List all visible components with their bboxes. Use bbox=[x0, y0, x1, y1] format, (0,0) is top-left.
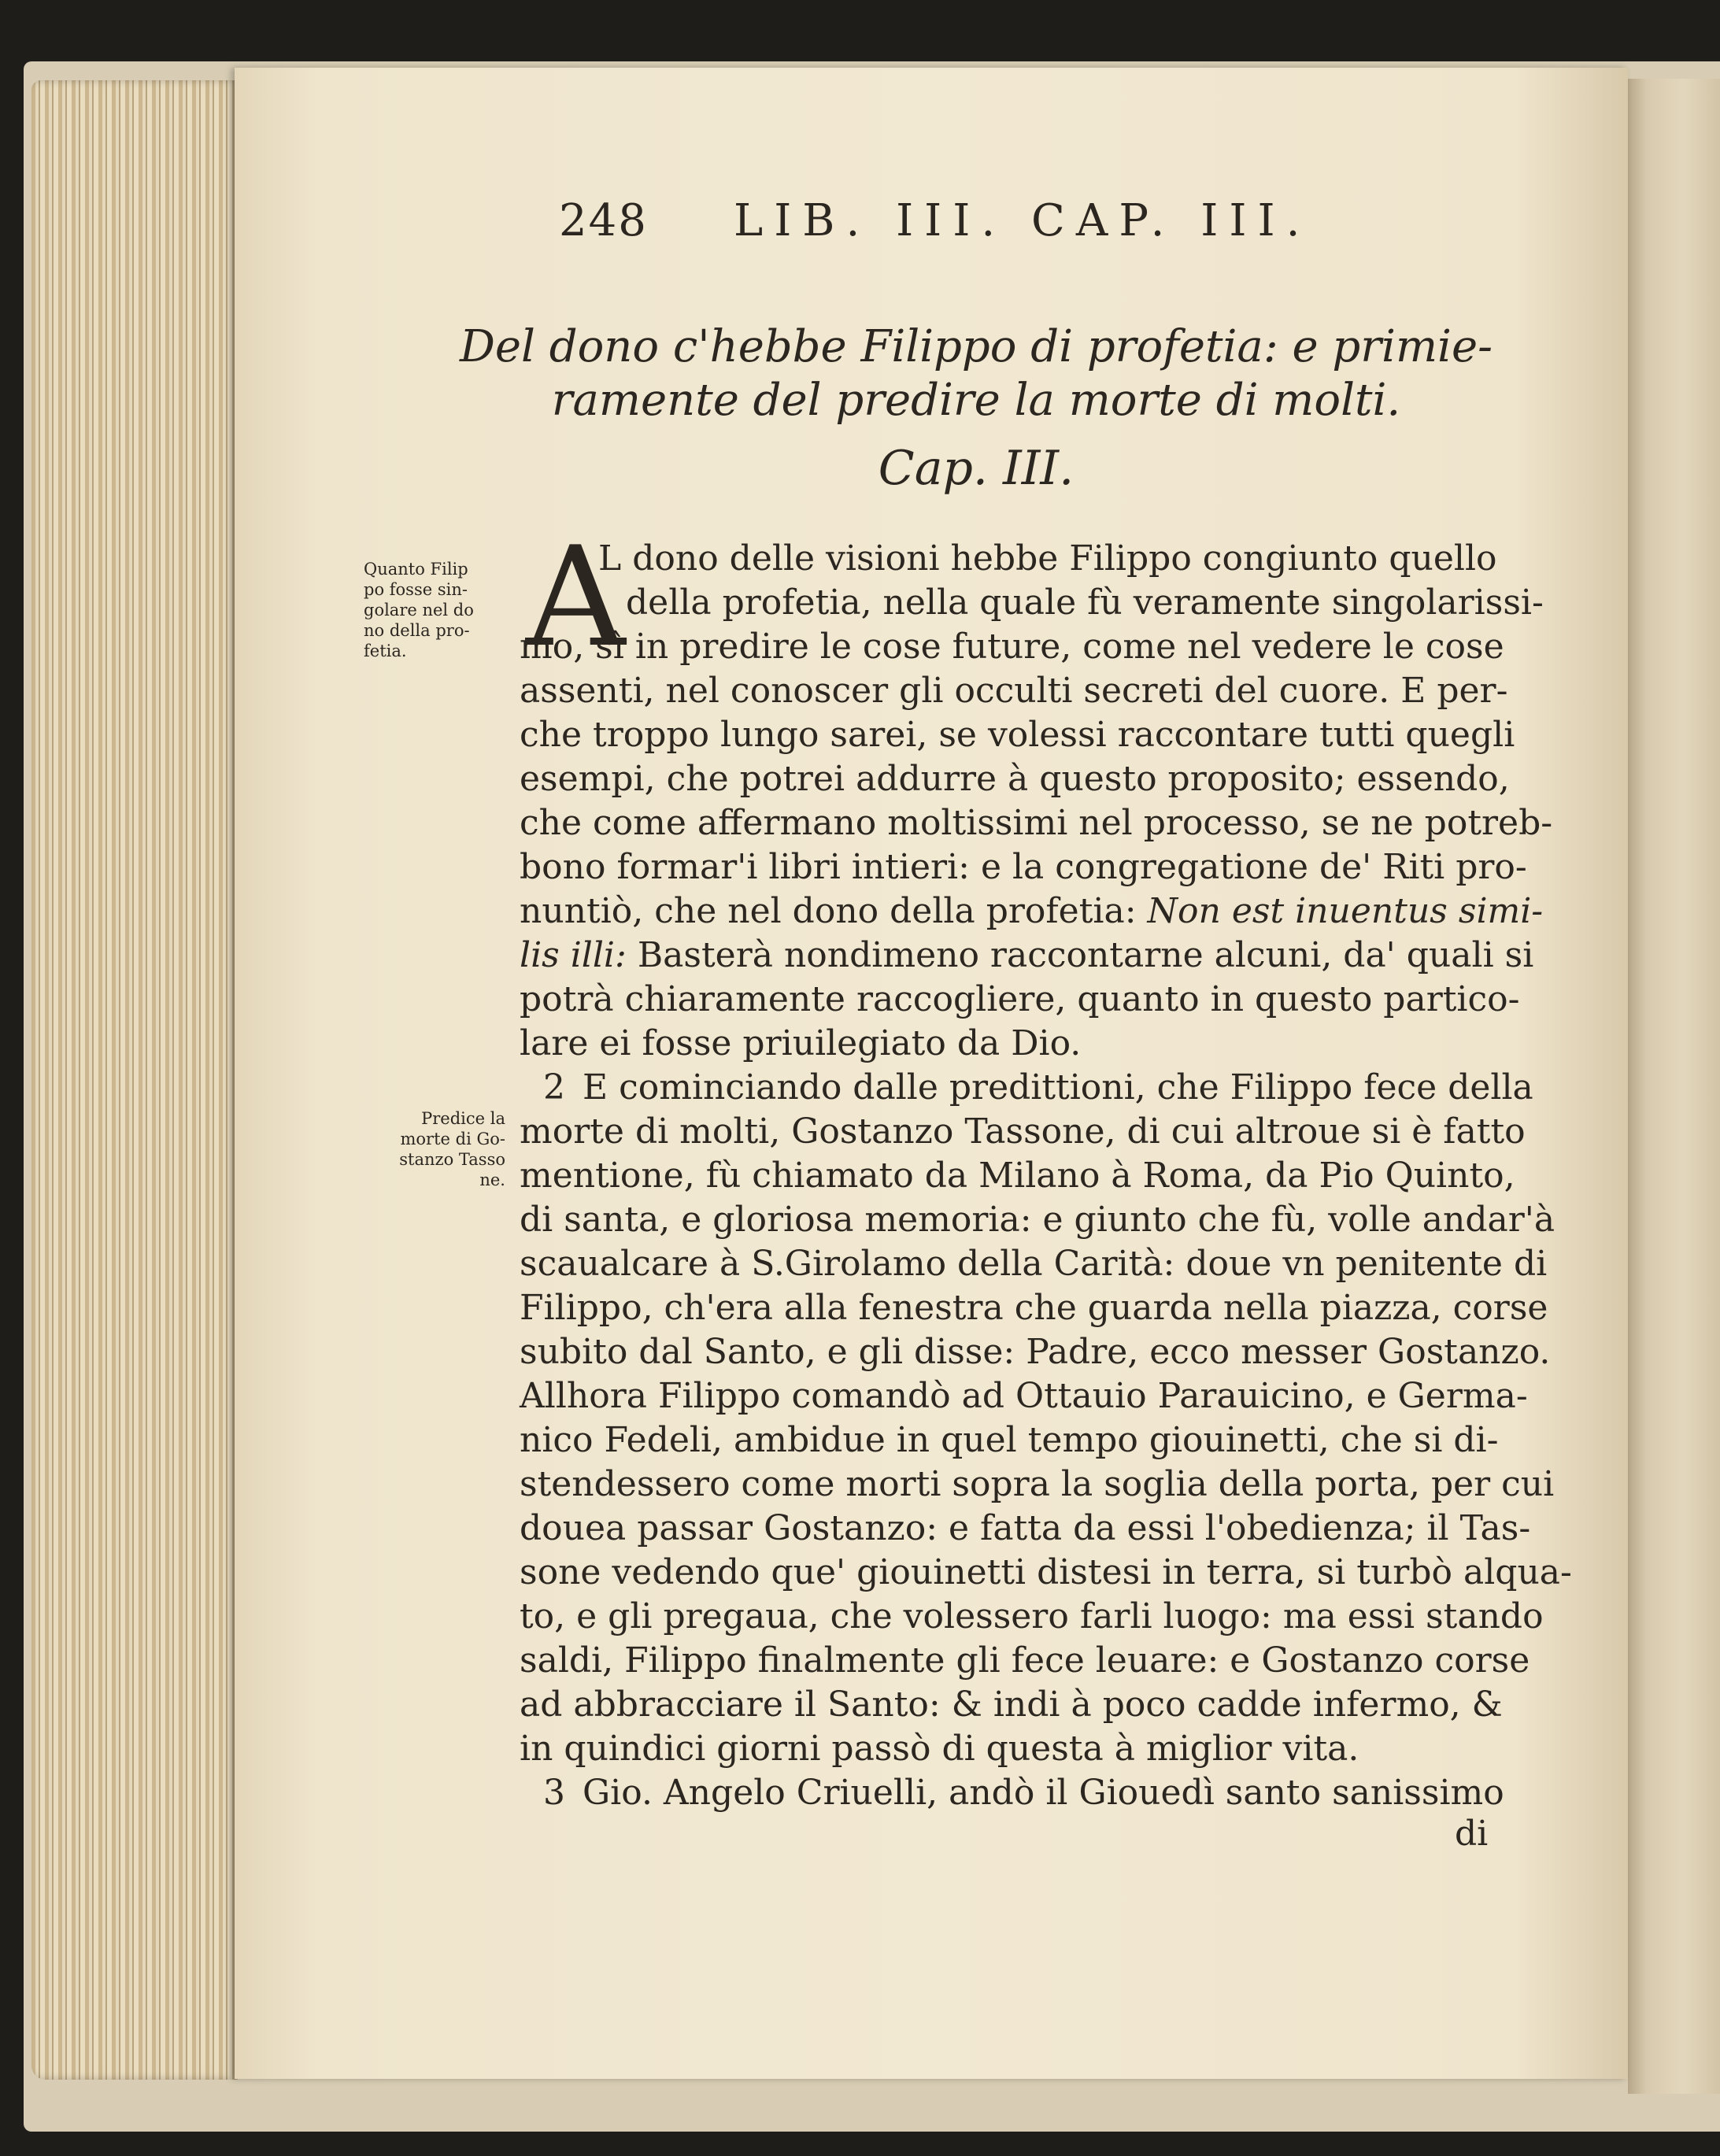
body-line: esempi, che potrei addurre à questo proposito; essendo, bbox=[520, 759, 1510, 799]
paragraph-number: 2 bbox=[543, 1067, 565, 1108]
body-line: potrà chiaramente raccogliere, quanto in questo partico- bbox=[520, 979, 1520, 1019]
page-number: 248 bbox=[559, 195, 648, 246]
body-line: che troppo lungo sarei, se volessi raccontare tutti quegli bbox=[520, 715, 1515, 755]
body-line: di santa, e gloriosa memoria: e giunto che fù, volle andar'à bbox=[520, 1200, 1555, 1240]
body-line: Gio. Angelo Criuelli, andò il Giouedì santo sanissimo bbox=[583, 1773, 1504, 1813]
body-line: doueа passar Gostanzo: e fatta da essi l'obedienza; il Tas- bbox=[520, 1508, 1531, 1548]
margin-note-line: stanzo Tasso bbox=[399, 1150, 505, 1169]
body-text: nuntiò, che nel dono della profetia: bbox=[520, 891, 1137, 931]
body-line: morte di molti, Gostanzo Tassone, di cui altroue si è fatto bbox=[520, 1111, 1526, 1152]
body-line: ad abbracciare il Santo: & indi à poco cadde infermo, & bbox=[520, 1684, 1503, 1725]
body-line: Allhora Filippo comandò ad Ottauio Parauicino, e Germa- bbox=[520, 1376, 1528, 1416]
italic-quote: lis illi: bbox=[520, 935, 627, 975]
facing-page-gutter bbox=[1628, 79, 1720, 2094]
margin-note-line: po fosse sin- bbox=[364, 580, 468, 599]
chapter-title-line-2: ramente del predire la morte di molti. bbox=[551, 375, 1401, 426]
body-line: to, e gli pregaua, che volessero farli luogo: ma essi stando bbox=[520, 1596, 1544, 1636]
margin-note-line: ne. bbox=[479, 1170, 505, 1189]
page-fore-edge bbox=[31, 80, 238, 2080]
margin-note-2 bbox=[364, 1108, 505, 1190]
chapter-title-line-1: Del dono c'hebbe Filippo di profetia: e primie- bbox=[459, 321, 1493, 372]
body-line bbox=[520, 889, 1544, 933]
italic-quote: Non est inuentus simi- bbox=[1147, 891, 1544, 931]
body-line: saldi, Filippo finalmente gli fece leuare: e Gostanzo corse bbox=[520, 1640, 1530, 1681]
drop-cap: A bbox=[526, 518, 626, 678]
body-text: Basterà nondimeno raccontarne alcuni, da' quali si bbox=[637, 935, 1534, 975]
body-line: nico Fedeli, ambidue in quel tempo giouinetti, che si di- bbox=[520, 1420, 1499, 1460]
body-line: L dono delle visioni hebbe Filippo congiunto quello bbox=[598, 538, 1497, 579]
running-title: LIB. III. CAP. III. bbox=[734, 195, 1311, 246]
body-line: Filippo, ch'era alla fenestra che guarda nella piazza, corse bbox=[520, 1288, 1548, 1328]
chapter-title-line-3: Cap. III. bbox=[878, 441, 1075, 496]
body-line bbox=[520, 934, 1534, 977]
margin-note-line: golare nel do bbox=[364, 601, 474, 619]
body-line: mo, sì in predire le cose future, come nel vedere le cose bbox=[520, 627, 1504, 667]
body-line: assenti, nel conoscer gli occulti secreti del cuore. E per- bbox=[520, 671, 1508, 711]
body-line: E cominciando dalle predittioni, che Filippo fece della bbox=[583, 1067, 1533, 1108]
body-line: in quindici giorni passò di questa à miglior vita. bbox=[520, 1729, 1359, 1769]
margin-note-line: Predice la bbox=[421, 1109, 505, 1128]
body-line: bono formar'i libri intieri: e la congregatione de' Riti pro- bbox=[520, 847, 1527, 887]
body-line: che come affermano moltissimi nel processo, se ne potreb- bbox=[520, 803, 1553, 843]
body-line: subito dal Santo, e gli disse: Padre, ecco messer Gostanzo. bbox=[520, 1332, 1551, 1372]
body-line: stendessero come morti sopra la soglia della porta, per cui bbox=[520, 1464, 1555, 1504]
margin-note-line: fetia. bbox=[364, 642, 407, 660]
catchword: di bbox=[1455, 1814, 1489, 1854]
body-line: scaualcare à S.Girolamo della Carità: doue vn penitente di bbox=[520, 1244, 1548, 1284]
body-line: della profetia, nella quale fù veramente singolarissi- bbox=[626, 582, 1544, 623]
body-line: lare ei fosse priuilegiato da Dio. bbox=[520, 1023, 1082, 1063]
margin-note-1 bbox=[364, 559, 474, 661]
body-line: mentione, fù chiamato da Milano à Roma, da Pio Quinto, bbox=[520, 1156, 1515, 1196]
body-line: sone vedendo que' giouinetti distesi in terra, si turbò alqua- bbox=[520, 1552, 1572, 1592]
margin-note-line: Quanto Filip bbox=[364, 560, 468, 579]
margin-note-line: morte di Go- bbox=[400, 1130, 505, 1148]
paragraph-number: 3 bbox=[543, 1773, 565, 1813]
margin-note-line: no della pro- bbox=[364, 621, 470, 640]
